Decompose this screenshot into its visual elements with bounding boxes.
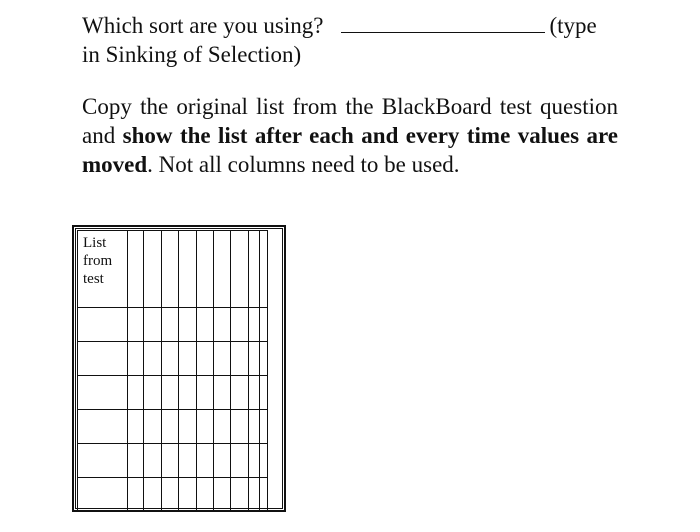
step-value-cell[interactable] bbox=[214, 444, 231, 478]
step-value-cell[interactable] bbox=[197, 308, 214, 342]
sort-question-hint-start: (type bbox=[549, 13, 597, 38]
original-list-cell[interactable] bbox=[78, 376, 128, 410]
table-header-row bbox=[78, 231, 268, 308]
step-value-cell[interactable] bbox=[231, 478, 249, 512]
step-value-cell[interactable] bbox=[179, 308, 197, 342]
sort-question-text: Which sort are you using? bbox=[82, 13, 324, 38]
step-column-header-cell bbox=[231, 231, 249, 308]
step-value-cell[interactable] bbox=[231, 444, 249, 478]
step-column-header-cell bbox=[162, 231, 179, 308]
step-value-cell[interactable] bbox=[197, 478, 214, 512]
step-column-header-cell bbox=[128, 231, 144, 308]
step-value-cell[interactable] bbox=[162, 478, 179, 512]
step-column-header-cell bbox=[260, 231, 268, 308]
step-value-cell[interactable] bbox=[128, 376, 144, 410]
instructions-paragraph bbox=[82, 92, 618, 179]
step-value-cell[interactable] bbox=[179, 444, 197, 478]
list-from-test-label: List from test bbox=[83, 235, 113, 287]
step-column-header-cell bbox=[214, 231, 231, 308]
table-row bbox=[78, 478, 268, 512]
step-value-cell[interactable] bbox=[197, 444, 214, 478]
step-value-cell[interactable] bbox=[231, 308, 249, 342]
instructions-bold-text: show the list after each and every time values are moved bbox=[82, 123, 618, 177]
step-value-cell[interactable] bbox=[231, 376, 249, 410]
original-list-cell[interactable] bbox=[78, 444, 128, 478]
step-value-cell[interactable] bbox=[128, 342, 144, 376]
step-column-header-cell bbox=[144, 231, 162, 308]
step-value-cell[interactable] bbox=[162, 376, 179, 410]
step-value-cell[interactable] bbox=[162, 410, 179, 444]
step-value-cell[interactable] bbox=[162, 342, 179, 376]
step-column-header-cell bbox=[179, 231, 197, 308]
original-list-cell[interactable] bbox=[78, 342, 128, 376]
original-list-cell[interactable] bbox=[78, 410, 128, 444]
step-value-cell[interactable] bbox=[144, 410, 162, 444]
instructions-text-end: . Not all columns need to be used. bbox=[147, 152, 460, 177]
sort-type-blank[interactable] bbox=[341, 14, 545, 33]
sort-type-question bbox=[82, 11, 618, 69]
step-value-cell[interactable] bbox=[249, 308, 260, 342]
step-value-cell[interactable] bbox=[214, 342, 231, 376]
step-value-cell[interactable] bbox=[179, 410, 197, 444]
step-value-cell[interactable] bbox=[231, 410, 249, 444]
step-value-cell[interactable] bbox=[144, 308, 162, 342]
step-value-cell[interactable] bbox=[128, 410, 144, 444]
step-value-cell[interactable] bbox=[260, 376, 268, 410]
original-list-cell[interactable] bbox=[78, 478, 128, 512]
step-value-cell[interactable] bbox=[144, 342, 162, 376]
step-value-cell[interactable] bbox=[214, 478, 231, 512]
step-column-header-cell bbox=[197, 231, 214, 308]
step-value-cell[interactable] bbox=[214, 376, 231, 410]
table-row bbox=[78, 410, 268, 444]
step-value-cell[interactable] bbox=[249, 478, 260, 512]
step-value-cell[interactable] bbox=[197, 410, 214, 444]
instructions-text-start: Copy the original list from the BlackBoard test question and bbox=[82, 94, 618, 148]
table-row bbox=[78, 376, 268, 410]
step-value-cell[interactable] bbox=[260, 444, 268, 478]
table-row bbox=[78, 342, 268, 376]
step-value-cell[interactable] bbox=[249, 342, 260, 376]
step-value-cell[interactable] bbox=[144, 376, 162, 410]
worksheet-grid bbox=[72, 225, 286, 512]
step-value-cell[interactable] bbox=[179, 478, 197, 512]
step-value-cell[interactable] bbox=[249, 444, 260, 478]
step-column-header-cell bbox=[249, 231, 260, 308]
step-value-cell[interactable] bbox=[162, 308, 179, 342]
step-value-cell[interactable] bbox=[144, 478, 162, 512]
step-value-cell[interactable] bbox=[197, 342, 214, 376]
step-value-cell[interactable] bbox=[128, 308, 144, 342]
step-value-cell[interactable] bbox=[249, 376, 260, 410]
step-value-cell[interactable] bbox=[162, 444, 179, 478]
step-value-cell[interactable] bbox=[214, 308, 231, 342]
list-from-test-header bbox=[78, 231, 128, 308]
step-value-cell[interactable] bbox=[214, 410, 231, 444]
step-value-cell[interactable] bbox=[260, 410, 268, 444]
step-value-cell[interactable] bbox=[128, 444, 144, 478]
step-value-cell[interactable] bbox=[260, 308, 268, 342]
step-value-cell[interactable] bbox=[231, 342, 249, 376]
step-value-cell[interactable] bbox=[179, 376, 197, 410]
step-value-cell[interactable] bbox=[179, 342, 197, 376]
table-row bbox=[78, 444, 268, 478]
table-row bbox=[78, 308, 268, 342]
step-value-cell[interactable] bbox=[260, 478, 268, 512]
step-value-cell[interactable] bbox=[249, 410, 260, 444]
step-value-cell[interactable] bbox=[260, 342, 268, 376]
step-value-cell[interactable] bbox=[144, 444, 162, 478]
sort-steps-table bbox=[77, 230, 268, 512]
step-value-cell[interactable] bbox=[128, 478, 144, 512]
sort-question-hint-end: in Sinking of Selection) bbox=[82, 42, 302, 67]
original-list-cell[interactable] bbox=[78, 308, 128, 342]
step-value-cell[interactable] bbox=[197, 376, 214, 410]
